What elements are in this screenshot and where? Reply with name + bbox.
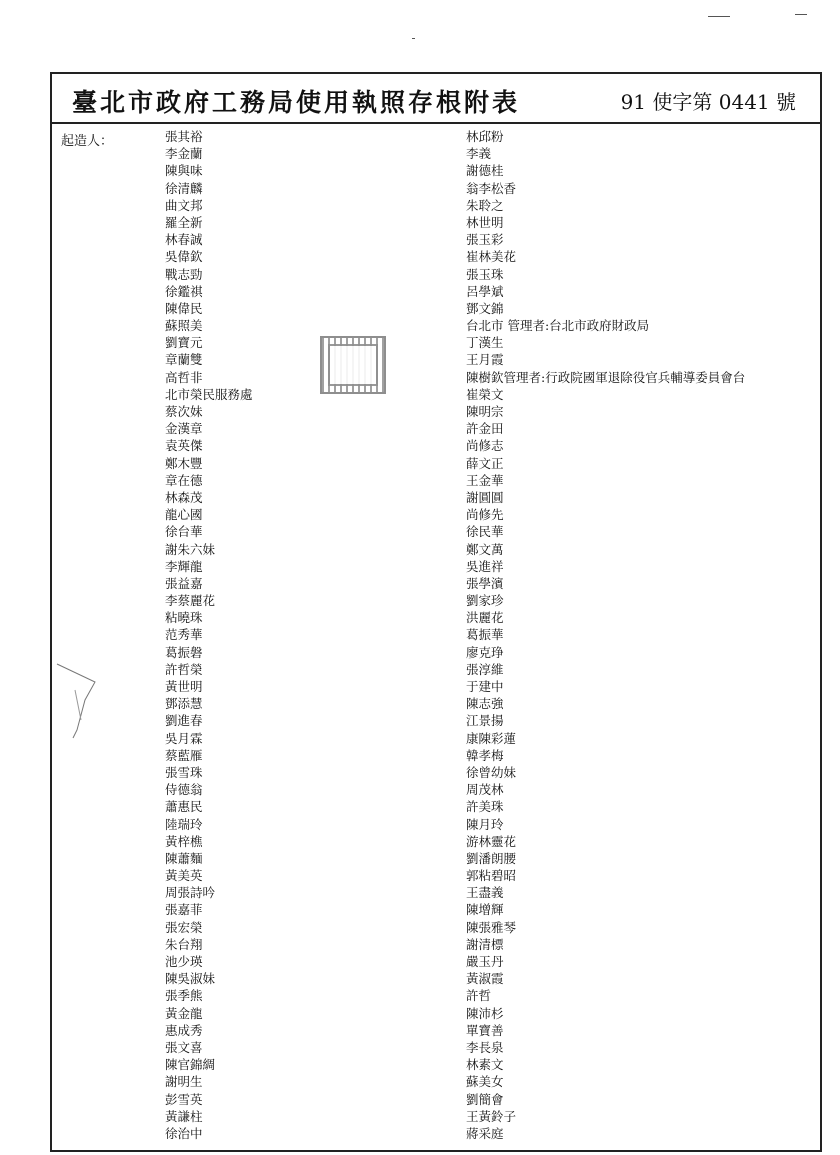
applicant-name: 池少瑛 — [165, 954, 203, 969]
applicant-label: 起造人： — [61, 134, 114, 149]
applicant-name: 丁漢生 — [466, 335, 504, 351]
applicant-name: 陸瑞玲 — [165, 816, 203, 832]
applicant-name: 朱聆之 — [466, 197, 504, 213]
applicant-name: 張雪珠 — [165, 764, 203, 780]
applicant-list-left — [165, 128, 253, 1142]
applicant-name: 曲文邦 — [165, 197, 203, 213]
scan-mark — [795, 14, 807, 15]
official-seal-stamp — [320, 336, 386, 394]
applicant-name: 鄧文錦 — [466, 300, 504, 316]
applicant-name: 張學濱 — [466, 575, 504, 591]
applicant-name: 陳志強 — [466, 696, 504, 712]
applicant-name: 張宏榮 — [165, 919, 203, 935]
applicant-name: 張文喜 — [165, 1039, 203, 1055]
applicant-name: 洪麗花 — [466, 610, 504, 626]
applicant-name: 謝朱六妹 — [165, 541, 216, 557]
applicant-name: 劉潘朗腰 — [466, 850, 517, 866]
applicant-name: 蔡次妹 — [165, 404, 203, 419]
applicant-name: 嚴玉丹 — [466, 954, 504, 969]
applicant-name: 陳蕭麵 — [165, 850, 203, 866]
applicant-name: 劉寶元 — [165, 335, 203, 351]
applicant-name: 葛振華 — [466, 627, 504, 643]
applicant-name: 林森茂 — [165, 489, 203, 505]
document-title: 臺北市政府工務局使用執照存根附表 — [72, 88, 521, 117]
applicant-name: 惠成秀 — [165, 1022, 203, 1038]
applicant-name: 陳樹欽管理者:行政院國軍退除役官兵輔導委員會台 — [466, 369, 746, 385]
applicant-name: 台北市 管理者:台北市政府財政局 — [466, 318, 650, 334]
applicant-name: 單寶善 — [466, 1022, 504, 1038]
applicant-name: 陳增輝 — [466, 902, 504, 918]
applicant-name: 戰志勁 — [165, 266, 203, 282]
applicant-name: 范秀華 — [165, 627, 203, 643]
scan-mark — [708, 16, 730, 17]
applicant-name: 張玉珠 — [466, 266, 504, 282]
applicant-name: 王金華 — [466, 472, 504, 488]
applicant-name: 李長泉 — [466, 1039, 504, 1055]
margin-scribble — [55, 660, 100, 740]
applicant-name: 北市榮民服務處 — [165, 386, 253, 402]
applicant-name: 江景揚 — [466, 713, 504, 729]
applicant-name: 龍心國 — [165, 507, 203, 523]
applicant-name: 黃淑霞 — [466, 971, 504, 987]
applicant-name: 蔣采庭 — [466, 1125, 504, 1141]
applicant-name: 黃謙柱 — [165, 1108, 203, 1124]
applicant-name: 許金田 — [466, 421, 504, 437]
applicant-name: 林春誠 — [165, 232, 203, 248]
title-bar — [52, 74, 820, 124]
applicant-name: 崔林美花 — [466, 249, 517, 265]
applicant-name: 朱台翔 — [165, 936, 203, 952]
applicant-name: 章在德 — [165, 472, 203, 488]
applicant-name: 林素文 — [466, 1057, 504, 1073]
applicant-name: 蕭惠民 — [165, 799, 203, 815]
applicant-name: 張其裕 — [165, 129, 203, 144]
applicant-name: 張益嘉 — [165, 575, 203, 591]
applicant-name: 林世明 — [466, 214, 504, 230]
applicant-name: 侍德翁 — [165, 782, 203, 798]
applicant-name: 粘曉珠 — [165, 610, 203, 626]
applicant-name: 李輝龍 — [165, 558, 203, 574]
applicant-name: 韓孝梅 — [466, 747, 504, 763]
permit-number: 91 使字第 0441 號 — [620, 90, 796, 114]
applicant-name: 許美珠 — [466, 799, 504, 815]
applicant-name: 周茂林 — [466, 782, 504, 798]
applicant-name: 陳與味 — [165, 163, 203, 179]
applicant-name: 尚修志 — [466, 438, 504, 454]
applicant-name: 羅全新 — [165, 214, 203, 230]
applicant-name: 陳明宗 — [466, 404, 504, 419]
applicant-name: 翁李松香 — [466, 180, 517, 196]
applicant-name: 吳進祥 — [466, 558, 504, 574]
applicant-name: 陳吳淑妹 — [165, 971, 216, 987]
applicant-name: 徐民華 — [466, 524, 504, 540]
applicant-name: 劉家珍 — [466, 593, 504, 609]
applicant-name: 謝德桂 — [466, 163, 504, 179]
applicant-name: 張玉彩 — [466, 232, 504, 248]
applicant-name: 薛文正 — [466, 455, 504, 471]
applicant-name: 劉簡會 — [466, 1091, 504, 1107]
applicant-name: 徐鑑祺 — [165, 283, 203, 299]
applicant-name: 黃世明 — [165, 679, 203, 694]
applicant-name: 黃梓樵 — [165, 833, 203, 849]
applicant-name: 蘇美女 — [466, 1074, 504, 1090]
applicant-name: 鄧添慧 — [165, 696, 203, 712]
applicant-name: 劉進春 — [165, 713, 203, 729]
applicant-name: 陳張雅琴 — [466, 919, 517, 935]
applicant-name: 張季熊 — [165, 988, 203, 1004]
applicant-name: 徐台華 — [165, 524, 203, 540]
applicant-name: 陳月玲 — [466, 816, 504, 832]
applicant-name: 游林靈花 — [466, 833, 517, 849]
applicant-name: 彭雪英 — [165, 1091, 203, 1107]
applicant-name: 王黃鈴子 — [466, 1108, 517, 1124]
applicant-name: 蘇照美 — [165, 318, 203, 334]
form-frame — [50, 72, 822, 1152]
applicant-list-right — [466, 128, 745, 1142]
applicant-name: 徐清麟 — [165, 180, 203, 196]
applicant-name: 呂學斌 — [466, 283, 504, 299]
applicant-name: 吳月霖 — [165, 730, 203, 746]
applicant-name: 崔榮文 — [466, 386, 504, 402]
applicant-name: 郭粘碧昭 — [466, 868, 517, 884]
applicant-name: 章蘭雙 — [165, 352, 203, 368]
applicant-name: 陳沛杉 — [466, 1005, 504, 1021]
applicant-name: 謝清標 — [466, 936, 504, 952]
applicant-name: 尚修先 — [466, 507, 504, 523]
applicant-name: 徐曾幼妹 — [466, 764, 517, 780]
applicant-name: 李金蘭 — [165, 146, 203, 162]
applicant-name: 金漢章 — [165, 421, 203, 437]
applicant-name: 黃金龍 — [165, 1005, 203, 1021]
applicant-name: 康陳彩蓮 — [466, 730, 517, 746]
scan-mark — [412, 38, 415, 39]
applicant-name: 廖克琤 — [466, 644, 504, 660]
applicant-name: 王盡義 — [466, 885, 504, 901]
applicant-name: 高哲非 — [165, 369, 203, 385]
applicant-name: 陳偉民 — [165, 300, 203, 316]
applicant-name: 鄭文萬 — [466, 541, 504, 557]
applicant-name: 徐治中 — [165, 1125, 203, 1141]
applicant-name: 謝明生 — [165, 1074, 203, 1090]
applicant-name: 李蔡麗花 — [165, 593, 216, 609]
applicant-name: 李義 — [466, 146, 492, 162]
applicant-name: 林邱粉 — [466, 129, 504, 144]
applicant-name: 鄭木豐 — [165, 455, 203, 471]
applicant-name: 謝圓圓 — [466, 489, 504, 505]
applicant-name: 黃美英 — [165, 868, 203, 884]
applicant-name: 王月霞 — [466, 352, 504, 368]
applicant-name: 張淳維 — [466, 661, 504, 677]
applicant-name: 葛振磐 — [165, 644, 203, 660]
applicant-name: 許哲榮 — [165, 661, 203, 677]
applicant-name: 張嘉菲 — [165, 902, 203, 918]
applicant-name: 陳官錦綢 — [165, 1057, 216, 1073]
applicant-name: 蔡藍雁 — [165, 747, 203, 763]
applicant-name: 許哲 — [466, 988, 492, 1004]
applicant-name: 袁英傑 — [165, 438, 203, 454]
applicant-name: 于建中 — [466, 679, 504, 694]
applicant-name: 吳偉欽 — [165, 249, 203, 265]
applicant-name: 周張詩吟 — [165, 885, 216, 901]
